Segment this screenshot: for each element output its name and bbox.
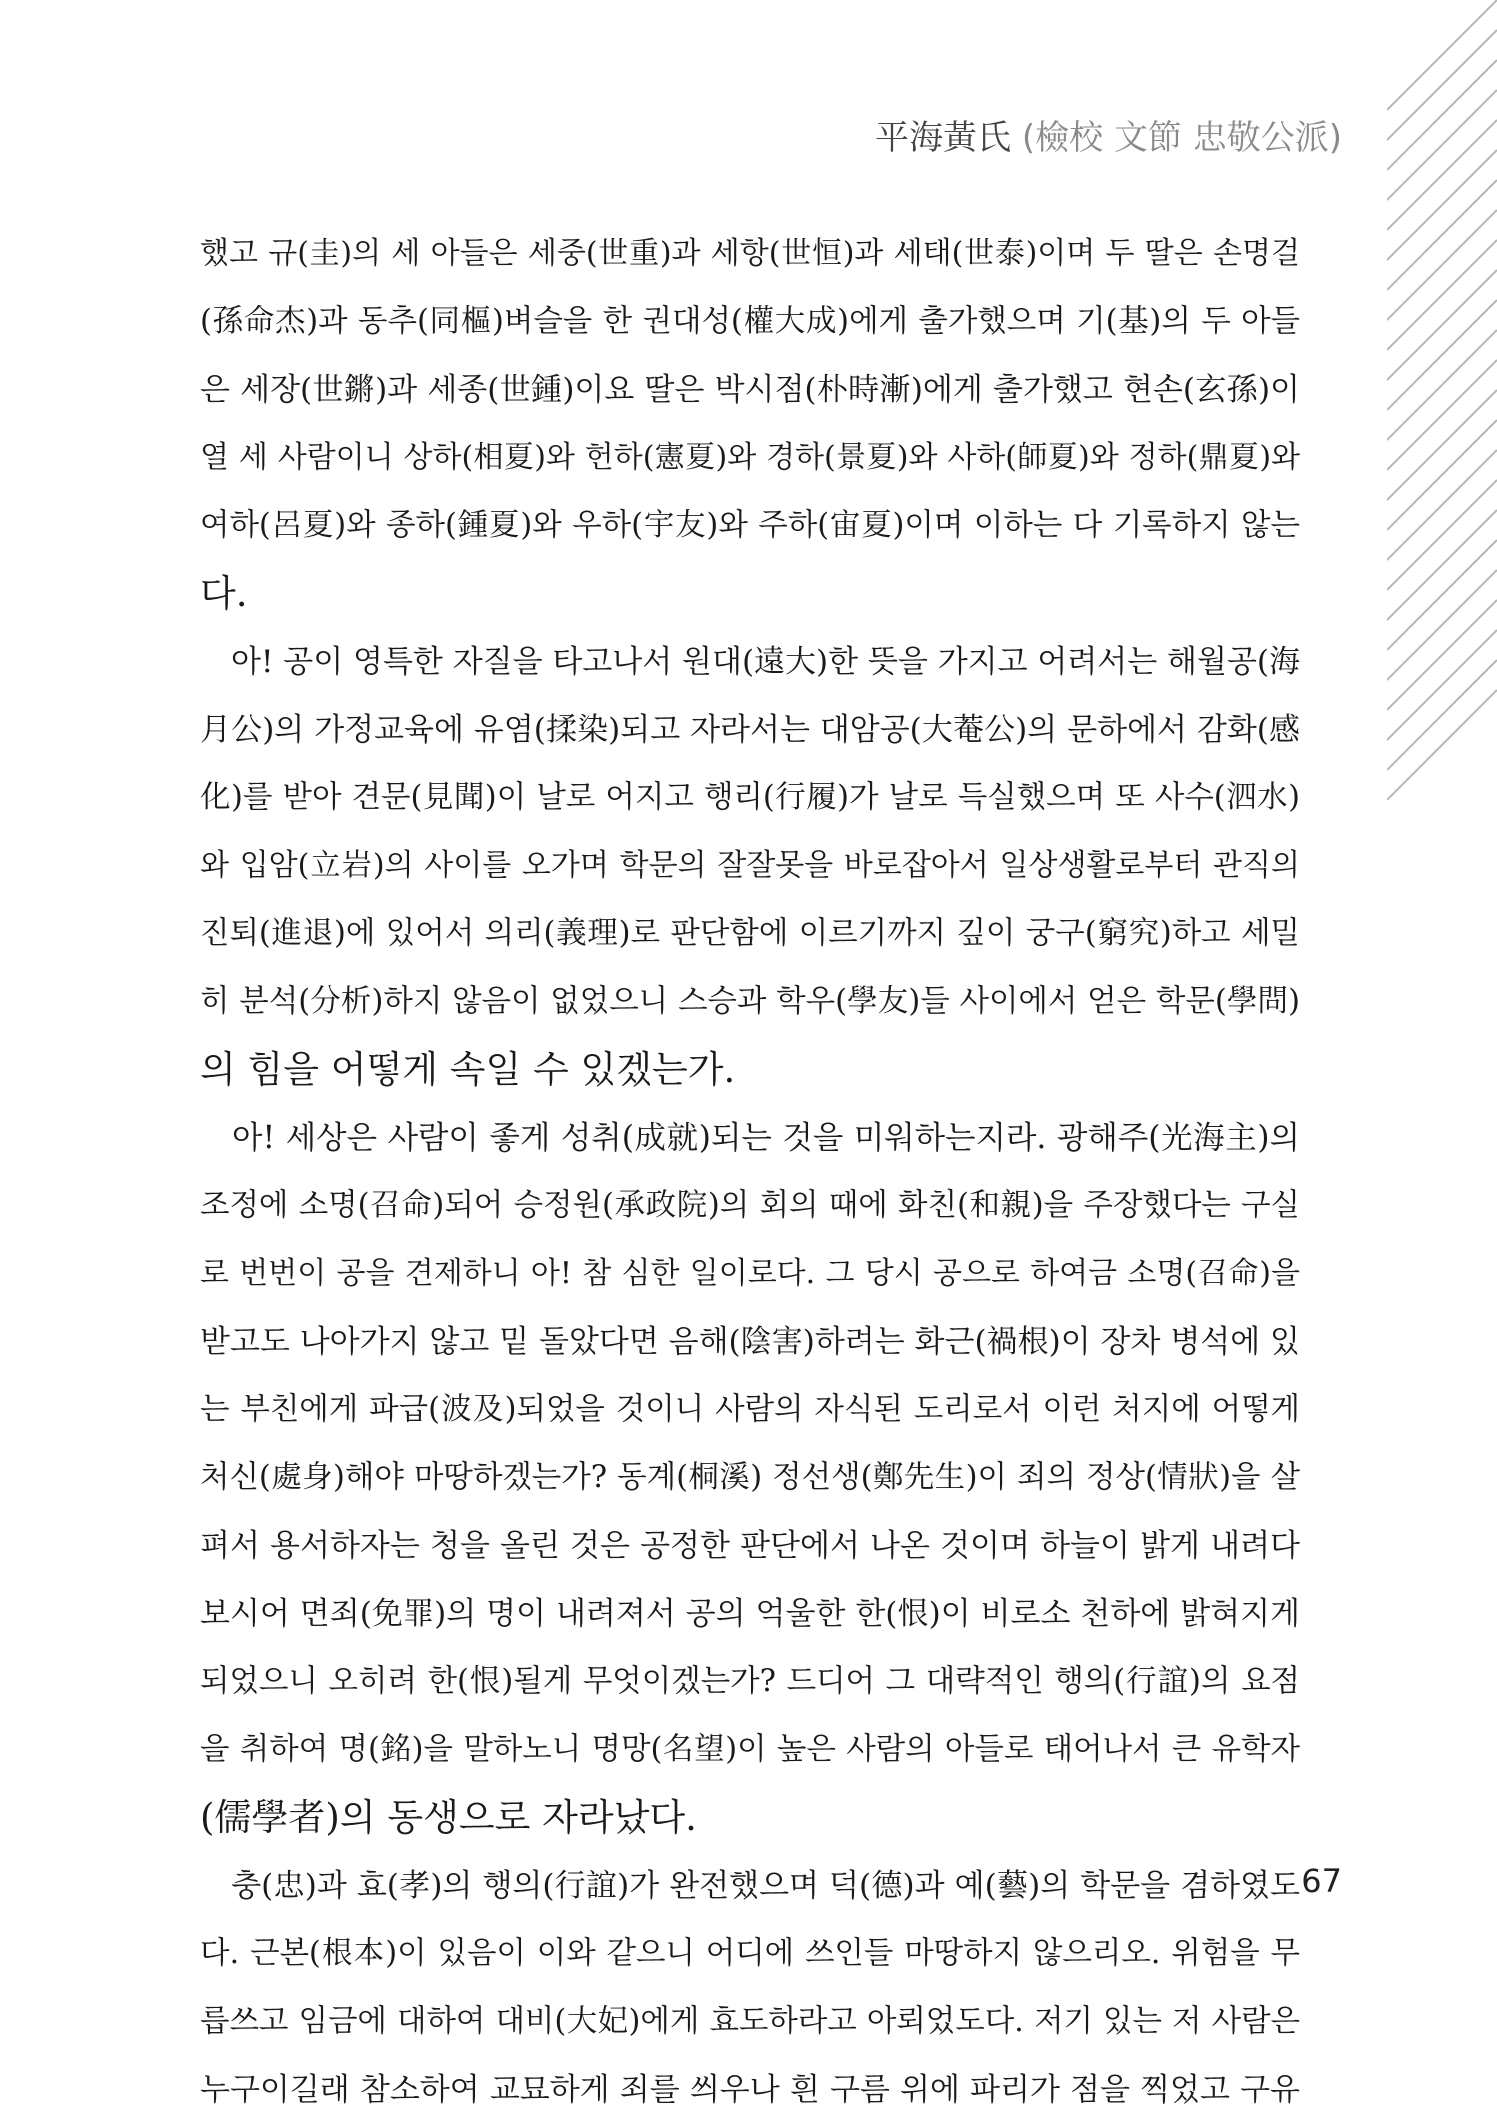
text-line: 진퇴(進退)에 있어서 의리(義理)로 판단함에 이르기까지 깊이 궁구(窮究)하고 세밀 — [200, 916, 1300, 951]
text-line: 펴서 용서하자는 청을 올린 것은 공정한 판단에서 나온 것이며 하늘이 밝게 내려다 — [200, 1528, 1300, 1564]
paragraph — [200, 1104, 1300, 1852]
text-line: 와 입암(立岩)의 사이를 오가며 학문의 잘잘못을 바로잡아서 일상생활로부터 관직의 — [200, 848, 1300, 883]
text-line: 을 취하여 명(銘)을 말하노니 명망(名望)이 높은 사람의 아들로 태어나서 큰 유학자 — [200, 1732, 1300, 1767]
text-line: 다. — [200, 572, 248, 615]
text-line: 처신(處身)해야 마땅하겠는가? 동계(桐溪) 정선생(鄭先生)이 죄의 정상(情狀)을 살 — [200, 1460, 1300, 1495]
text-line: 은 세장(世鏘)과 세종(世鍾)이요 딸은 박시점(朴時漸)에게 출가했고 현손(玄孫)이 — [200, 372, 1300, 408]
text-line: 化)를 받아 견문(見聞)이 날로 어지고 행리(行履)가 날로 득실했으며 또 사수(泗水) — [200, 780, 1300, 815]
text-line: 다. 근본(根本)이 있음이 이와 같으니 어디에 쓰인들 마땅하지 않으리오. 위험을 무 — [200, 1936, 1300, 1971]
text-line: 조정에 소명(召命)되어 승정원(承政院)의 회의 때에 화친(和親)을 주장했다는 구실 — [200, 1188, 1300, 1223]
text-line: 릅쓰고 임금에 대하여 대비(大妃)에게 효도하라고 아뢰었도다. 저기 있는 저 사람은 — [200, 2004, 1300, 2039]
text-line: 충(忠)과 효(孝)의 행의(行誼)가 완전했으며 덕(德)과 예(藝)의 학문을 겸하였도 — [200, 1868, 1300, 1904]
text-line: 받고도 나아가지 않고 밑 돌았다면 음해(陰害)하려는 화근(禍根)이 장차 병석에 있 — [200, 1324, 1300, 1360]
decorative-stripes — [1387, 0, 1497, 800]
paragraph — [200, 1852, 1300, 2124]
paragraph — [200, 628, 1300, 1104]
text-line: (儒學者)의 동생으로 자라났다. — [200, 1796, 697, 1839]
text-line: 히 분석(分析)하지 않음이 없었으니 스승과 학우(學友)들 사이에서 얻은 학문(學問) — [200, 984, 1300, 1019]
text-line: 는 부친에게 파급(波及)되었을 것이니 사람의 자식된 도리로서 이런 처지에 어떻게 — [200, 1392, 1300, 1427]
text-line: 보시어 면죄(免罪)의 명이 내려져서 공의 억울한 한(恨)이 비로소 천하에 밝혀지게 — [200, 1596, 1300, 1632]
header-subtitle: (檢校 文節 忠敬公派) — [1021, 118, 1342, 158]
text-line: 열 세 사람이니 상하(相夏)와 헌하(憲夏)와 경하(景夏)와 사하(師夏)와 정하(鼎夏)와 — [200, 440, 1300, 475]
text-line: 의 힘을 어떻게 속일 수 있겠는가. — [200, 1048, 736, 1091]
page-number: 67 — [1301, 1862, 1342, 1900]
text-line: (孫命杰)과 동추(同樞)벼슬을 한 권대성(權大成)에게 출가했으며 기(基)의 두 아들 — [200, 304, 1300, 339]
text-line: 누구이길래 참소하여 교묘하게 죄를 씌우나 흰 구름 위에 파리가 점을 찍었고 구유 — [200, 2072, 1300, 2108]
text-line: 했고 규(圭)의 세 아들은 세중(世重)과 세항(世恒)과 세태(世泰)이며 두 딸은 손명걸 — [200, 236, 1300, 271]
body-text — [200, 220, 1300, 2124]
text-line: 아! 세상은 사람이 좋게 성취(成就)되는 것을 미워하는지라. 광해주(光海主)의 — [200, 1120, 1300, 1156]
text-line: 月公)의 가정교육에 유염(揉染)되고 자라서는 대암공(大菴公)의 문하에서 감화(感 — [200, 712, 1300, 748]
text-line: 로 번번이 공을 견제하니 아! 참 심한 일이로다. 그 당시 공으로 하여금 소명(召命)을 — [200, 1256, 1300, 1291]
header-title: 平海黃氏 — [875, 118, 1012, 158]
text-line: 되었으니 오히려 한(恨)될게 무엇이겠는가? 드디어 그 대략적인 행의(行誼)의 요점 — [200, 1664, 1300, 1699]
text-line: 아! 공이 영특한 자질을 타고나서 원대(遠大)한 뜻을 가지고 어려서는 해월공(海 — [200, 644, 1300, 680]
text-line: 여하(呂夏)와 종하(鍾夏)와 우하(宇友)와 주하(宙夏)이며 이하는 다 기록하지 않는 — [200, 508, 1300, 543]
running-header — [875, 110, 1342, 159]
paragraph — [200, 220, 1300, 628]
